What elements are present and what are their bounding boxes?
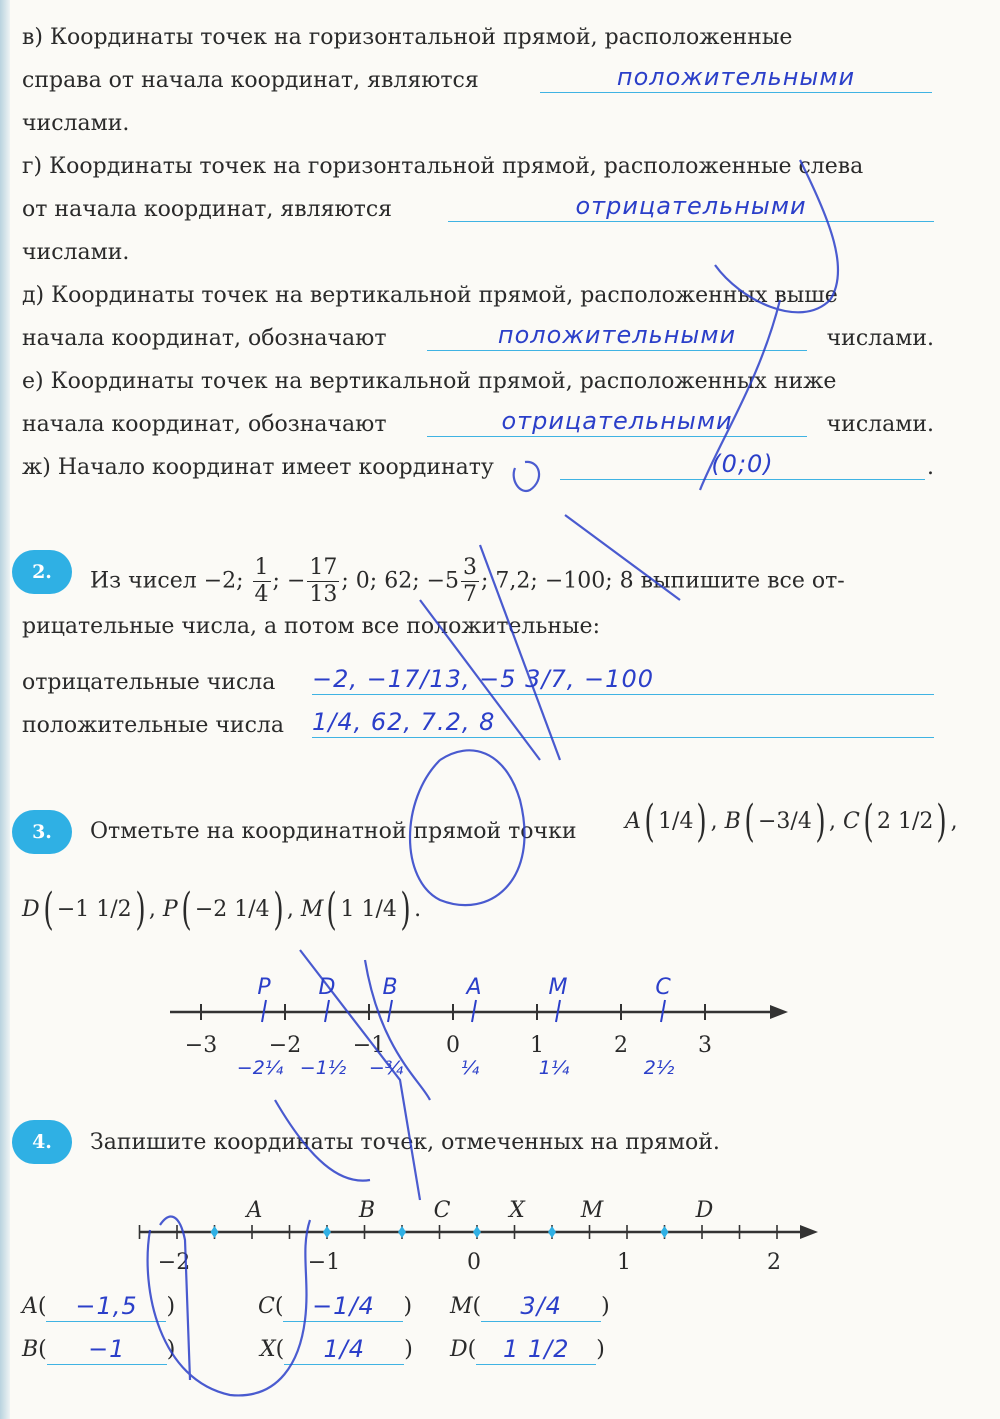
answer-row-A: A( −1,5 ) — [22, 1292, 176, 1320]
task3-points-line1: A( 1/4) , B( −3/4) , C( 2 1/2) , — [625, 796, 958, 847]
axis-label: 1 — [617, 1250, 631, 1275]
text: д) Координаты точек на вертикальной прямой, расположенных выше — [22, 283, 838, 308]
answer-row-M: M( 3/4 ) — [450, 1292, 610, 1320]
label: положительные числа — [22, 713, 284, 738]
axis-label: −3 — [184, 1033, 218, 1058]
task1-v-line2 — [22, 63, 934, 96]
point-name: P — [162, 897, 178, 922]
task-number-badge: 4. — [12, 1120, 72, 1164]
numerator: 3 — [463, 555, 478, 580]
task1-v-line1 — [22, 23, 934, 53]
task2-line2 — [22, 612, 934, 642]
text: Запишите координаты точек, отмеченных на прямой. — [90, 1130, 720, 1155]
coordinate-field[interactable] — [47, 1335, 167, 1365]
task1-e-line1 — [22, 367, 934, 397]
handwritten-answer: (0;0) — [711, 450, 774, 478]
point-name: D — [450, 1337, 468, 1362]
point-coordinate: 2½ — [643, 1057, 675, 1079]
task3-points-line2: D( −1 1/2) , P( −2 1/4) , M( 1 1/4) . — [22, 884, 422, 935]
task1-e-line2 — [22, 407, 934, 440]
text: . — [927, 455, 934, 480]
point-name: C — [258, 1294, 275, 1319]
text: числами. — [826, 326, 934, 351]
point-letter: D — [695, 1198, 714, 1223]
text: начала координат, обозначают — [22, 412, 387, 437]
coordinate-field[interactable] — [481, 1292, 601, 1322]
text: е) Координаты точек на вертикальной прямой, расположенных ниже — [22, 369, 837, 394]
axis-label: −1 — [352, 1033, 386, 1058]
axis-label: 0 — [446, 1033, 460, 1058]
point-letter: D — [318, 975, 336, 1000]
task-number-badge: 3. — [12, 810, 72, 854]
task2-statement — [90, 555, 934, 608]
answer-field-d[interactable] — [427, 321, 807, 351]
axis-label: 2 — [614, 1033, 628, 1058]
arrow-icon — [800, 1225, 818, 1239]
point-value: −1 1/2 — [56, 897, 132, 922]
text: числами. — [22, 240, 130, 265]
handwritten-answer: −1/4 — [312, 1292, 375, 1320]
task1-v-line3 — [22, 109, 934, 139]
answer-row-C: C( −1/4 ) — [258, 1292, 413, 1320]
denominator: 7 — [463, 582, 478, 607]
point-value: 1 1/4 — [340, 897, 397, 922]
text: ; 7,2; −100; 8 выпишите все от- — [481, 568, 845, 594]
label: отрицательные числа — [22, 670, 276, 695]
point-coordinate: −¾ — [368, 1057, 404, 1079]
fraction — [253, 555, 271, 608]
fraction — [307, 555, 339, 608]
text: ; − — [272, 568, 306, 594]
coordinate-field[interactable] — [284, 1335, 404, 1365]
point-value: −3/4 — [757, 809, 812, 834]
task1-g-line3 — [22, 238, 934, 268]
negative-answer-field[interactable] — [312, 665, 934, 695]
point-letter: X — [509, 1198, 525, 1223]
point-name: B — [22, 1337, 39, 1362]
axis-label: −2 — [268, 1033, 302, 1058]
point-letter: M — [548, 975, 568, 1000]
point-letter: C — [433, 1198, 451, 1223]
text: начала координат, обозначают — [22, 326, 387, 351]
denominator: 4 — [254, 582, 269, 607]
answer-row-B: B( −1 ) — [22, 1335, 176, 1363]
point-name: X — [260, 1337, 276, 1362]
point-value: 2 1/2 — [877, 809, 934, 834]
point-letter: B — [358, 1198, 376, 1223]
positive-answer-field[interactable] — [312, 708, 934, 738]
handwritten-answer: отрицательными — [575, 192, 807, 220]
task3-statement — [90, 796, 958, 847]
fraction — [461, 555, 479, 608]
text: Отметьте на координатной прямой точки — [90, 819, 577, 844]
task2-positive-row — [22, 708, 934, 741]
task1-g-line2 — [22, 192, 934, 225]
denominator: 13 — [309, 582, 338, 607]
point-name: M — [300, 897, 324, 922]
handwritten-answer: отрицательными — [501, 407, 733, 435]
point-value: 1/4 — [658, 809, 694, 834]
task1-d-line2 — [22, 321, 934, 354]
point-marker — [661, 1226, 669, 1238]
task1-d-line1 — [22, 281, 934, 311]
axis-label: 1 — [530, 1033, 544, 1058]
handwritten-answer: 3/4 — [520, 1292, 562, 1320]
axis-label: −1 — [307, 1250, 341, 1275]
text: числами. — [826, 412, 934, 437]
task1-zh-line — [22, 450, 934, 483]
point-name: A — [625, 809, 641, 834]
point-coordinate: −1½ — [299, 1057, 347, 1079]
point-name: A — [22, 1294, 38, 1319]
point-name: B — [724, 809, 741, 834]
point-name: C — [843, 809, 860, 834]
point-coordinate: 1¼ — [538, 1057, 570, 1079]
handwritten-answer: −2, −17/13, −5 3/7, −100 — [312, 665, 654, 693]
point-marker — [211, 1226, 219, 1238]
point-letter: P — [257, 975, 271, 1000]
point-marker — [548, 1226, 556, 1238]
text: Из чисел −2; — [90, 568, 244, 594]
task4-statement — [90, 1128, 934, 1158]
answer-row-D: D( 1 1/2 ) — [450, 1335, 605, 1363]
text: рицательные числа, а потом все положительные: — [22, 614, 600, 639]
handwritten-answer: 1/4, 62, 7.2, 8 — [312, 708, 496, 736]
axis-label: 3 — [698, 1033, 712, 1058]
handwritten-answer: 1/4 — [323, 1335, 366, 1363]
axis-label: −2 — [157, 1250, 191, 1275]
text: г) Координаты точек на горизонтальной прямой, расположенные слева — [22, 154, 864, 179]
axis-label: 2 — [767, 1250, 781, 1275]
text: числами. — [22, 111, 130, 136]
point-letter: A — [246, 1198, 263, 1223]
number-line-task4 — [0, 1185, 1000, 1275]
coordinate-field[interactable] — [46, 1292, 166, 1322]
arrow-icon — [770, 1005, 788, 1019]
answer-field-v[interactable] — [540, 63, 932, 93]
answer-field-e[interactable] — [427, 407, 807, 437]
text: от начала координат, являются — [22, 197, 393, 222]
coordinate-field[interactable] — [283, 1292, 403, 1322]
point-name: D — [22, 897, 40, 922]
point-marker — [323, 1226, 331, 1238]
answer-field-g[interactable] — [448, 192, 934, 222]
point-letter: C — [655, 975, 671, 1000]
point-value: −2 1/4 — [194, 897, 270, 922]
point-marker — [473, 1226, 481, 1238]
point-letter: M — [580, 1198, 604, 1223]
task1-g-line1 — [22, 152, 934, 182]
point-letter: B — [382, 975, 398, 1000]
numerator: 1 — [254, 555, 269, 580]
point-coordinate: −2¼ — [236, 1057, 284, 1079]
task-number-badge: 2. — [12, 550, 72, 594]
point-coordinate: ¼ — [460, 1057, 480, 1079]
task2-negative-row — [22, 665, 934, 698]
text: справа от начала координат, являются — [22, 68, 479, 93]
point-marker — [398, 1226, 406, 1238]
axis-label: 0 — [467, 1250, 481, 1275]
handwritten-answer: −1,5 — [75, 1292, 138, 1320]
numerator: 17 — [309, 555, 338, 580]
handwritten-answer: положительными — [497, 321, 737, 349]
number-line-task3[interactable] — [0, 960, 1000, 1100]
text: в) Координаты точек на горизонтальной прямой, расположенные — [22, 25, 793, 50]
text: ; 0; 62; −5 — [341, 568, 460, 594]
answer-row-X: X( 1/4 ) — [260, 1335, 413, 1363]
answer-field-zh[interactable] — [560, 450, 925, 480]
handwritten-answer: положительными — [616, 63, 856, 91]
handwritten-answer: 1 1/2 — [502, 1335, 570, 1363]
point-name: M — [450, 1294, 473, 1319]
point-letter: A — [466, 975, 482, 1000]
coordinate-field[interactable] — [476, 1335, 596, 1365]
handwritten-answer: −1 — [88, 1335, 126, 1363]
text: ж) Начало координат имеет координату — [22, 455, 494, 480]
